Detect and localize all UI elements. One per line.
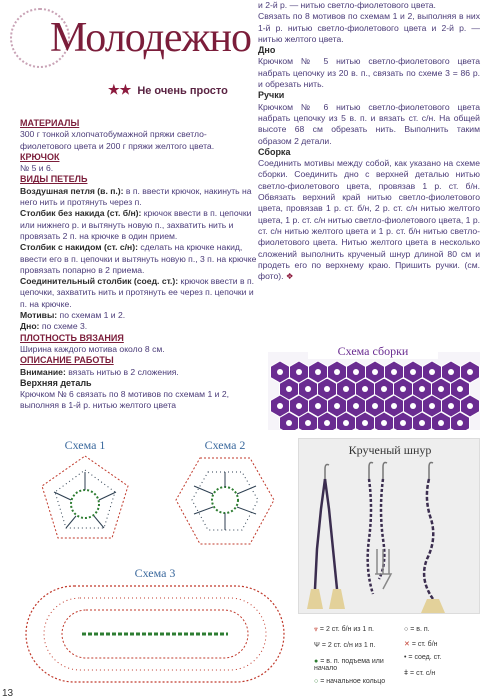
loop-dc-term: Столбик с накидом (ст. с/н): — [20, 242, 138, 253]
twisted-cord-illustration — [299, 439, 481, 615]
hexagon-row-1 — [271, 361, 480, 383]
motifs-line — [20, 310, 258, 321]
page-number: 13 — [2, 688, 14, 699]
twisted-cord-title: Крученый шнур — [348, 443, 432, 457]
hexagon-assembly-diagram — [268, 352, 480, 430]
difficulty-label — [108, 82, 228, 98]
scheme-1-diagram — [20, 452, 150, 552]
handles-text: Крючком № 6 нитью светло-фиолетового цвета набрать цепочку из 5 в. п. и вязать ст. с/н. На общей высоте 68 см обрезать нить. Выполнить таким образом 2 детали. — [258, 101, 480, 146]
scheme-1 — [20, 438, 150, 550]
legend-item-3: ○ = в. п. — [404, 626, 430, 633]
legend-text-1: = 2 ст. б/н из 1 п. — [319, 626, 374, 633]
materials-heading: МАТЕРИАЛЫ — [20, 118, 80, 128]
scheme-1-title: Схема 1 — [64, 438, 106, 452]
motifs-term: Мотивы: — [20, 310, 58, 321]
legend-text-6: = соед. ст. — [408, 654, 442, 661]
work-heading: ОПИСАНИЕ РАБОТЫ — [20, 355, 114, 366]
legend — [300, 620, 482, 692]
density-text: Ширина каждого мотива около 8 см. — [20, 343, 165, 354]
scheme-3-title: Схема 3 — [134, 566, 176, 580]
legend-text-3: = в. п. — [410, 626, 430, 633]
legend-item-7: ǂ = ст. с/н — [404, 670, 436, 677]
bottom-desc: по схеме 3. — [39, 321, 88, 332]
legend-item-4: ● = в. п. подъема или начало — [314, 658, 384, 672]
loop-slip-term: Соединительный столбик (соед. ст.): — [20, 276, 179, 287]
handles-heading: Ручки — [258, 90, 285, 101]
loops-heading: ВИДЫ ПЕТЕЛЬ — [20, 174, 88, 185]
scheme-3-diagram — [20, 580, 290, 684]
legend-item-1: ⩔ = 2 ст. б/н из 1 п. — [314, 626, 374, 633]
legend-item-6: • = соед. ст. — [404, 654, 442, 661]
loop-dc-desc: сделать на крючке накид, ввести его в п. цепочки и вытянуть новую п., 3 п. на крючке провязать попарно в 2 приема. — [20, 242, 257, 275]
scheme-2-title: Схема 2 — [204, 438, 246, 452]
top-part-heading: Верхняя деталь — [20, 377, 92, 388]
legend-item-5: ✕ = ст. б/н — [404, 641, 438, 648]
scheme-2 — [160, 438, 290, 550]
assembly-body: Соединить мотивы между собой, как указано на схеме сборки. Соединить дно с верхней деталью нитью светло-фиолетового цвета, провязав 1 р. ст. б/н. Обвязать верхний край нитью светло-фиолетового цвета, провязав 1 р. ст. б/н, 2 р. ст. с/н нитью желтого цвета, 1 р. ст. с/н нитью светло-фиолетового цвета, 1 р. ст. с/н нитью желтого цвета и 1 р. ст. б/н нитью светло-фиолетового цвета. Нитью желтого цвета в несколько сложений выполнить крученый шнур длиной 80 см и продеть его по верхнему краю. Пришить ручки. (см. фото). — [258, 158, 480, 282]
legend-text-2: = 2 ст. с/н из 1 п. — [321, 642, 376, 649]
loop-slip — [20, 276, 258, 310]
legend-text-7: = ст. с/н — [410, 670, 436, 677]
assembly-scheme — [268, 344, 480, 430]
bottom-term: Дно: — [20, 321, 40, 332]
scheme-3 — [20, 566, 290, 684]
hook-heading: КРЮЧОК — [20, 151, 60, 162]
left-column — [20, 118, 258, 412]
hook-text: № 5 и 6. — [20, 163, 54, 174]
loop-slip-desc: крючок ввести в п. цепочки, захватить нить и протянуть ее через п. цепочки и п. на крючке. — [20, 276, 254, 309]
legend-text-8: = начальное кольцо — [320, 678, 386, 685]
top-part-text: Крючком № 6 связать по 8 мотивов по схемам 1 и 2, выполняя в 1-й р. нитью желтого цвета — [20, 389, 230, 411]
materials-text: 300 г тонкой хлопчатобумажной пряжи светло-фиолетового цвета и 200 г пряжи желтого цвета. — [20, 129, 215, 151]
legend-text-4: = в. п. подъема или начало — [314, 658, 384, 672]
loop-chain — [20, 186, 258, 209]
loop-sc-desc: крючок ввести в п. цепочки или нижнего р. и вытянуть новую п., захватить нить и провязать 2 п. на крючке в один прием. — [20, 208, 252, 241]
loop-dc — [20, 242, 258, 276]
hexagon-row-3 — [271, 395, 480, 417]
assembly-heading: Сборка — [258, 146, 291, 157]
bottom-line — [20, 321, 258, 332]
right-p1: и 2-й р. — нитью светло-фиолетового цвета. — [258, 0, 436, 10]
legend-item-8: ○ = начальное кольцо — [314, 678, 386, 685]
assembly-scheme-title: Схема сборки — [308, 344, 438, 359]
density-heading: ПЛОТНОСТЬ ВЯЗАНИЯ — [20, 332, 124, 343]
difficulty-stars: ★★ — [108, 82, 132, 97]
motifs-desc: по схемам 1 и 2. — [57, 310, 126, 321]
twisted-cord-panel — [298, 438, 480, 614]
loop-sc-term: Столбик без накида (ст. б/н): — [20, 208, 142, 219]
loop-sc — [20, 208, 258, 242]
right-p2: Связать по 8 мотивов по схемам 1 и 2, выполняя в них 1-й р. нитью светло-фиолетового цвета и 2-й р. — нитью желтого цвета. — [258, 11, 480, 44]
difficulty-text: Не очень просто — [137, 85, 228, 97]
attention-line — [20, 367, 258, 378]
end-mark: ❖ — [285, 271, 294, 282]
scheme-2-diagram — [160, 452, 290, 552]
loop-chain-desc: в п. ввести крючок, накинуть на него нить и протянуть через п. — [20, 185, 252, 208]
legend-item-2: Ψ = 2 ст. с/н из 1 п. — [314, 642, 376, 649]
right-column — [258, 0, 480, 282]
bottom-heading: Дно — [258, 45, 276, 56]
loop-chain-term: Воздушная петля (в. п.): — [20, 185, 124, 196]
attention-term: Внимание: — [20, 366, 66, 377]
assembly-text — [258, 158, 480, 282]
bottom-text: Крючком № 5 нитью светло-фиолетового цвета набрать цепочку из 20 в. п., связать по схеме 3 = 86 р. и обрезать нить. — [258, 56, 480, 90]
page-title: Молодежно — [50, 15, 251, 61]
attention-desc: вязать нитью в 2 сложения. — [65, 366, 179, 377]
legend-text-5: = ст. б/н — [411, 641, 438, 648]
